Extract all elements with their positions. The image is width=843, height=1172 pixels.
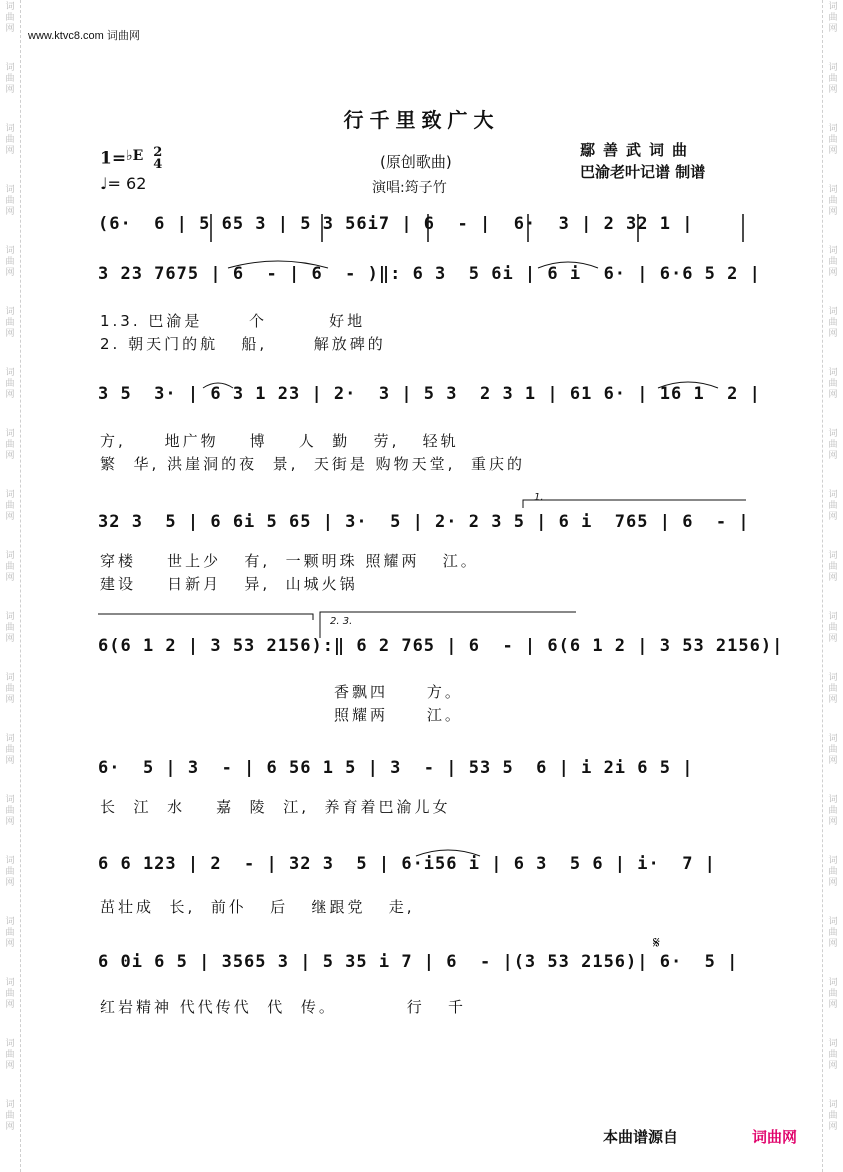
song-title: 行千里致广大 (343, 108, 500, 132)
staff-line-1 (98, 208, 748, 250)
staff-7-notes: 6 6 123 | 2 - | 32 3 5 | 6·i56 i | 6 3 5 6 | i· 7 | (98, 854, 716, 874)
watermark-text: 词曲网 (828, 917, 838, 949)
key-signature (100, 147, 162, 171)
watermark-text: 词曲网 (828, 2, 838, 34)
watermark-text: 词曲网 (5, 429, 15, 461)
footer-brand-link[interactable]: 词曲网 (752, 1128, 798, 1146)
lyric-block-2-line-2: 繁 华, 洪崖洞的夜 景, 天街是 购物天堂, 重庆的 (100, 455, 525, 473)
watermark-text: 词曲网 (5, 1100, 15, 1132)
staff-2-notes: 3 23 7675 | 6 - | 6 - )‖: 6 3 5 6i | 6 i 6· | 6·6 5 2 | (98, 264, 761, 284)
footer-source-label: 本曲谱源自 (603, 1128, 679, 1146)
watermark-text: 词曲网 (828, 490, 838, 522)
staff-line-7 (98, 848, 748, 890)
watermark-text: 词曲网 (828, 978, 838, 1010)
watermark-text: 词曲网 (828, 63, 838, 95)
staff-line-5 (98, 630, 784, 672)
second-ending-label: 2. 3. (330, 616, 353, 627)
watermark-text: 词曲网 (5, 246, 15, 278)
watermark-text: 词曲网 (828, 612, 838, 644)
right-watermark-strip (822, 0, 843, 1172)
lyric-block-2-line-1: 方, 地广物 博 人 勤 劳, 轻轨 (100, 432, 459, 450)
lyric-block-6: 茁壮成 长, 前仆 后 继跟党 走, (100, 898, 415, 916)
watermark-text: 词曲网 (5, 795, 15, 827)
time-sig-top: 2 (153, 145, 163, 160)
left-watermark-strip (0, 0, 21, 1172)
lyric-block-1-line-1: 1.3. 巴渝是 个 好地 (100, 312, 366, 330)
segno-icon: 𝄋 (653, 933, 660, 952)
watermark-text: 词曲网 (828, 551, 838, 583)
watermark-text: 词曲网 (5, 1039, 15, 1071)
watermark-text: 词曲网 (5, 612, 15, 644)
tempo-marking: ♩= 62 (100, 174, 147, 193)
watermark-text: 词曲网 (5, 185, 15, 217)
watermark-text: 词曲网 (828, 673, 838, 705)
watermark-text: 词曲网 (5, 490, 15, 522)
staff-3-notes: 3 5 3· | 6 3 1 23 | 2· 3 | 5 3 2 3 1 | 61 6· | 16 1 2 | (98, 384, 761, 404)
time-signature (153, 147, 162, 171)
lyric-block-5: 长 江 水 嘉 陵 江, 养育着巴渝儿女 (100, 798, 451, 816)
staff-4-notes: 32 3 5 | 6 6i 5 65 | 3· 5 | 2· 2 3 5 | 6 i 765 | 6 - | (98, 512, 750, 532)
lyric-block-3-line-2: 建设 日新月 异, 山城火锅 (100, 575, 358, 593)
lyric-block-1-line-2: 2. 朝天门的航 船, 解放碑的 (100, 335, 386, 353)
lyric-block-4-line-2: 照耀两 江。 (334, 706, 463, 724)
staff-line-6 (98, 752, 748, 794)
watermark-text: 词曲网 (828, 856, 838, 888)
watermark-text: 词曲网 (828, 429, 838, 461)
key-flat: ♭E (126, 147, 144, 164)
watermark-text: 词曲网 (828, 1039, 838, 1071)
first-ending-label: 1. (534, 492, 544, 503)
subtitle: (原创歌曲) (380, 153, 452, 171)
watermark-text: 词曲网 (5, 551, 15, 583)
staff-line-8 (98, 933, 748, 988)
staff-1-notes: (6· 6 | 5 65 3 | 5 3 56i7 | 6 - | 6· 3 | 2 32 1 | (98, 214, 694, 234)
singer: 演唱:筠子竹 (372, 180, 447, 196)
watermark-text: 词曲网 (828, 185, 838, 217)
lyric-block-3-line-1: 穿楼 世上少 有, 一颗明珠 照耀两 江。 (100, 552, 479, 570)
staff-5-notes: 6(6 1 2 | 3 53 2156):‖ 6 2 765 | 6 - | 6(6 1 2 | 3 53 2156)| (98, 636, 784, 656)
staff-line-2 (98, 258, 761, 300)
site-url[interactable]: www.ktvc8.com 词曲网 (28, 30, 140, 42)
watermark-text: 词曲网 (828, 734, 838, 766)
author-credit: 鄢善武词曲 (580, 141, 696, 159)
watermark-text: 词曲网 (5, 734, 15, 766)
watermark-text: 词曲网 (828, 246, 838, 278)
watermark-text: 词曲网 (5, 978, 15, 1010)
staff-6-notes: 6· 5 | 3 - | 6 56 1 5 | 3 - | 53 5 6 | i 2i 6 5 | (98, 758, 694, 778)
lyric-block-7: 红岩精神 代代传代 代 传。 行 千 (100, 998, 467, 1016)
watermark-text: 词曲网 (5, 856, 15, 888)
watermark-text: 词曲网 (828, 124, 838, 156)
watermark-text: 词曲网 (5, 917, 15, 949)
staff-line-4 (98, 506, 748, 548)
watermark-text: 词曲网 (5, 63, 15, 95)
watermark-text: 词曲网 (5, 2, 15, 34)
time-sig-bottom: 4 (153, 157, 163, 172)
watermark-text: 词曲网 (5, 368, 15, 400)
watermark-text: 词曲网 (828, 307, 838, 339)
watermark-text: 词曲网 (5, 673, 15, 705)
transcriber-credit: 巴渝老叶记谱 制谱 (580, 163, 706, 181)
staff-8-notes: 6 0i 6 5 | 3565 3 | 5 35 i 7 | 6 - |(3 53 2156)| 6· 5 | (98, 952, 739, 972)
watermark-text: 词曲网 (828, 368, 838, 400)
lyric-block-4-line-1: 香飘四 方。 (334, 683, 463, 701)
key-label: 1= (100, 148, 127, 169)
watermark-text: 词曲网 (5, 307, 15, 339)
watermark-text: 词曲网 (828, 1100, 838, 1132)
watermark-text: 词曲网 (5, 124, 15, 156)
watermark-text: 词曲网 (828, 795, 838, 827)
staff-line-3 (98, 378, 761, 420)
